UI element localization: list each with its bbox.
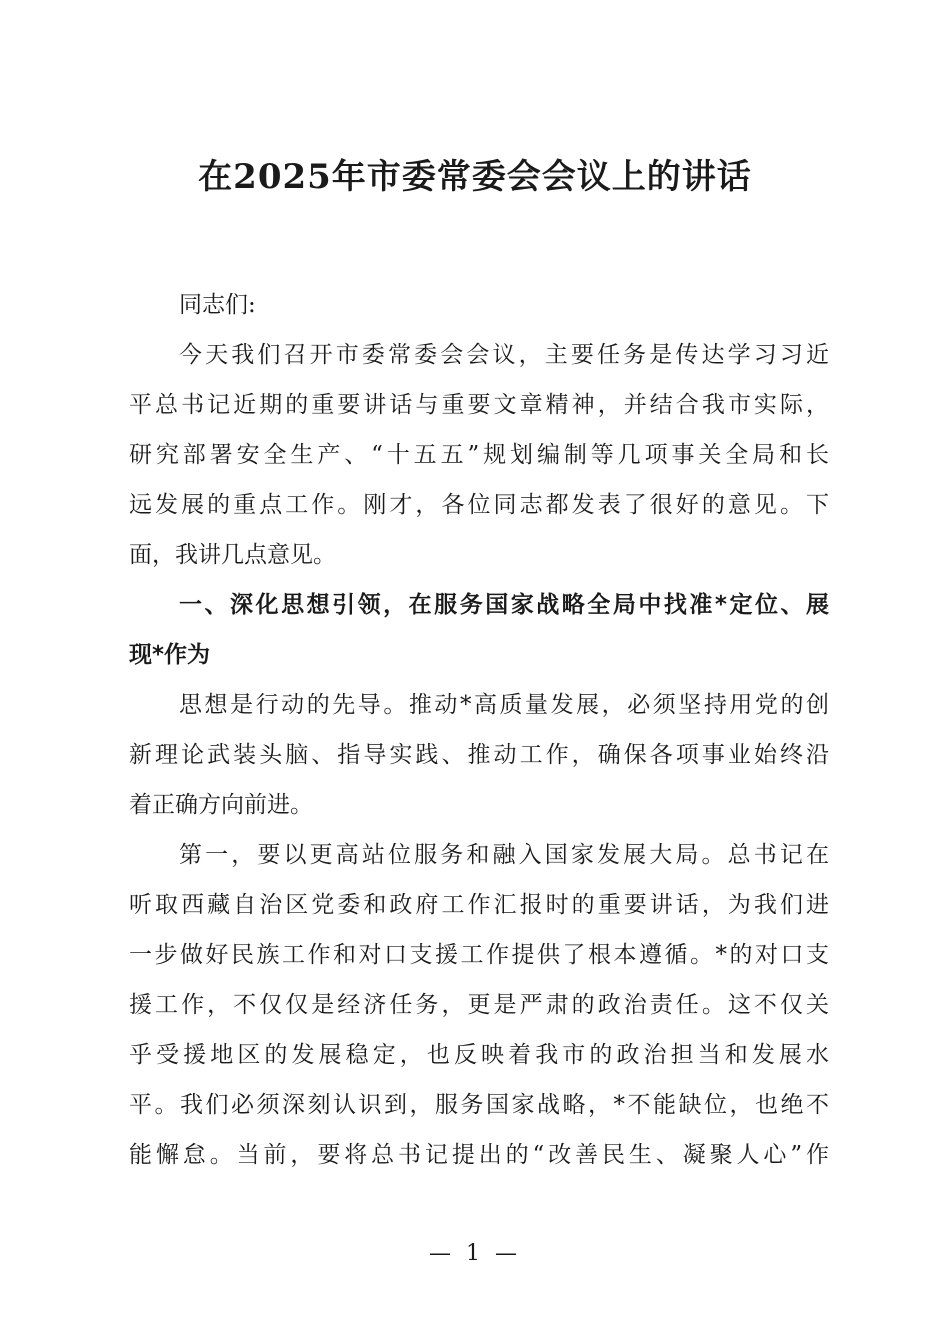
body-text-line: 面，我讲几点意见。 <box>129 542 336 568</box>
body-text-line: 援工作，不仅仅是经济任务，更是严肃的政治责任。这不仅关 <box>129 992 829 1018</box>
body-text-line: 平总书记近期的重要讲话与重要文章精神，并结合我市实际， <box>129 392 829 418</box>
body-text-line: 平。我们必须深刻认识到，服务国家战略，*不能缺位，也绝不 <box>129 1092 829 1118</box>
document-title: 在2025年市委常委会会议上的讲话 <box>198 157 752 197</box>
body-text-line: 今天我们召开市委常委会会议，主要任务是传达学习习近 <box>179 342 829 368</box>
body-text-line: 思想是行动的先导。推动*高质量发展，必须坚持用党的创 <box>179 692 829 718</box>
body-text-line: 同志们: <box>179 292 256 318</box>
page-number: — 1 — <box>429 1241 521 1266</box>
body-text-line: 乎受援地区的发展稳定，也反映着我市的政治担当和发展水 <box>129 1042 829 1068</box>
body-text-line: 第一，要以更高站位服务和融入国家发展大局。总书记在 <box>179 842 829 868</box>
section-heading-line: 现*作为 <box>129 642 211 668</box>
body-text-line: 远发展的重点工作。刚才，各位同志都发表了很好的意见。下 <box>129 492 829 518</box>
section-heading-line: 一、深化思想引领，在服务国家战略全局中找准*定位、展 <box>179 592 829 618</box>
body-text-line: 听取西藏自治区党委和政府工作汇报时的重要讲话，为我们进 <box>129 892 829 918</box>
document-body <box>129 280 829 1180</box>
body-text-line: 新理论武装头脑、指导实践、推动工作，确保各项事业始终沿 <box>129 742 829 768</box>
body-text-line: 研究部署安全生产、“十五五”规划编制等几项事关全局和长 <box>129 442 829 468</box>
body-text-line: 一步做好民族工作和对口支援工作提供了根本遵循。*的对口支 <box>129 942 829 968</box>
body-text-line: 能懈怠。当前，要将总书记提出的“改善民生、凝聚人心”作 <box>129 1142 829 1168</box>
body-text-line: 着正确方向前进。 <box>129 792 313 818</box>
